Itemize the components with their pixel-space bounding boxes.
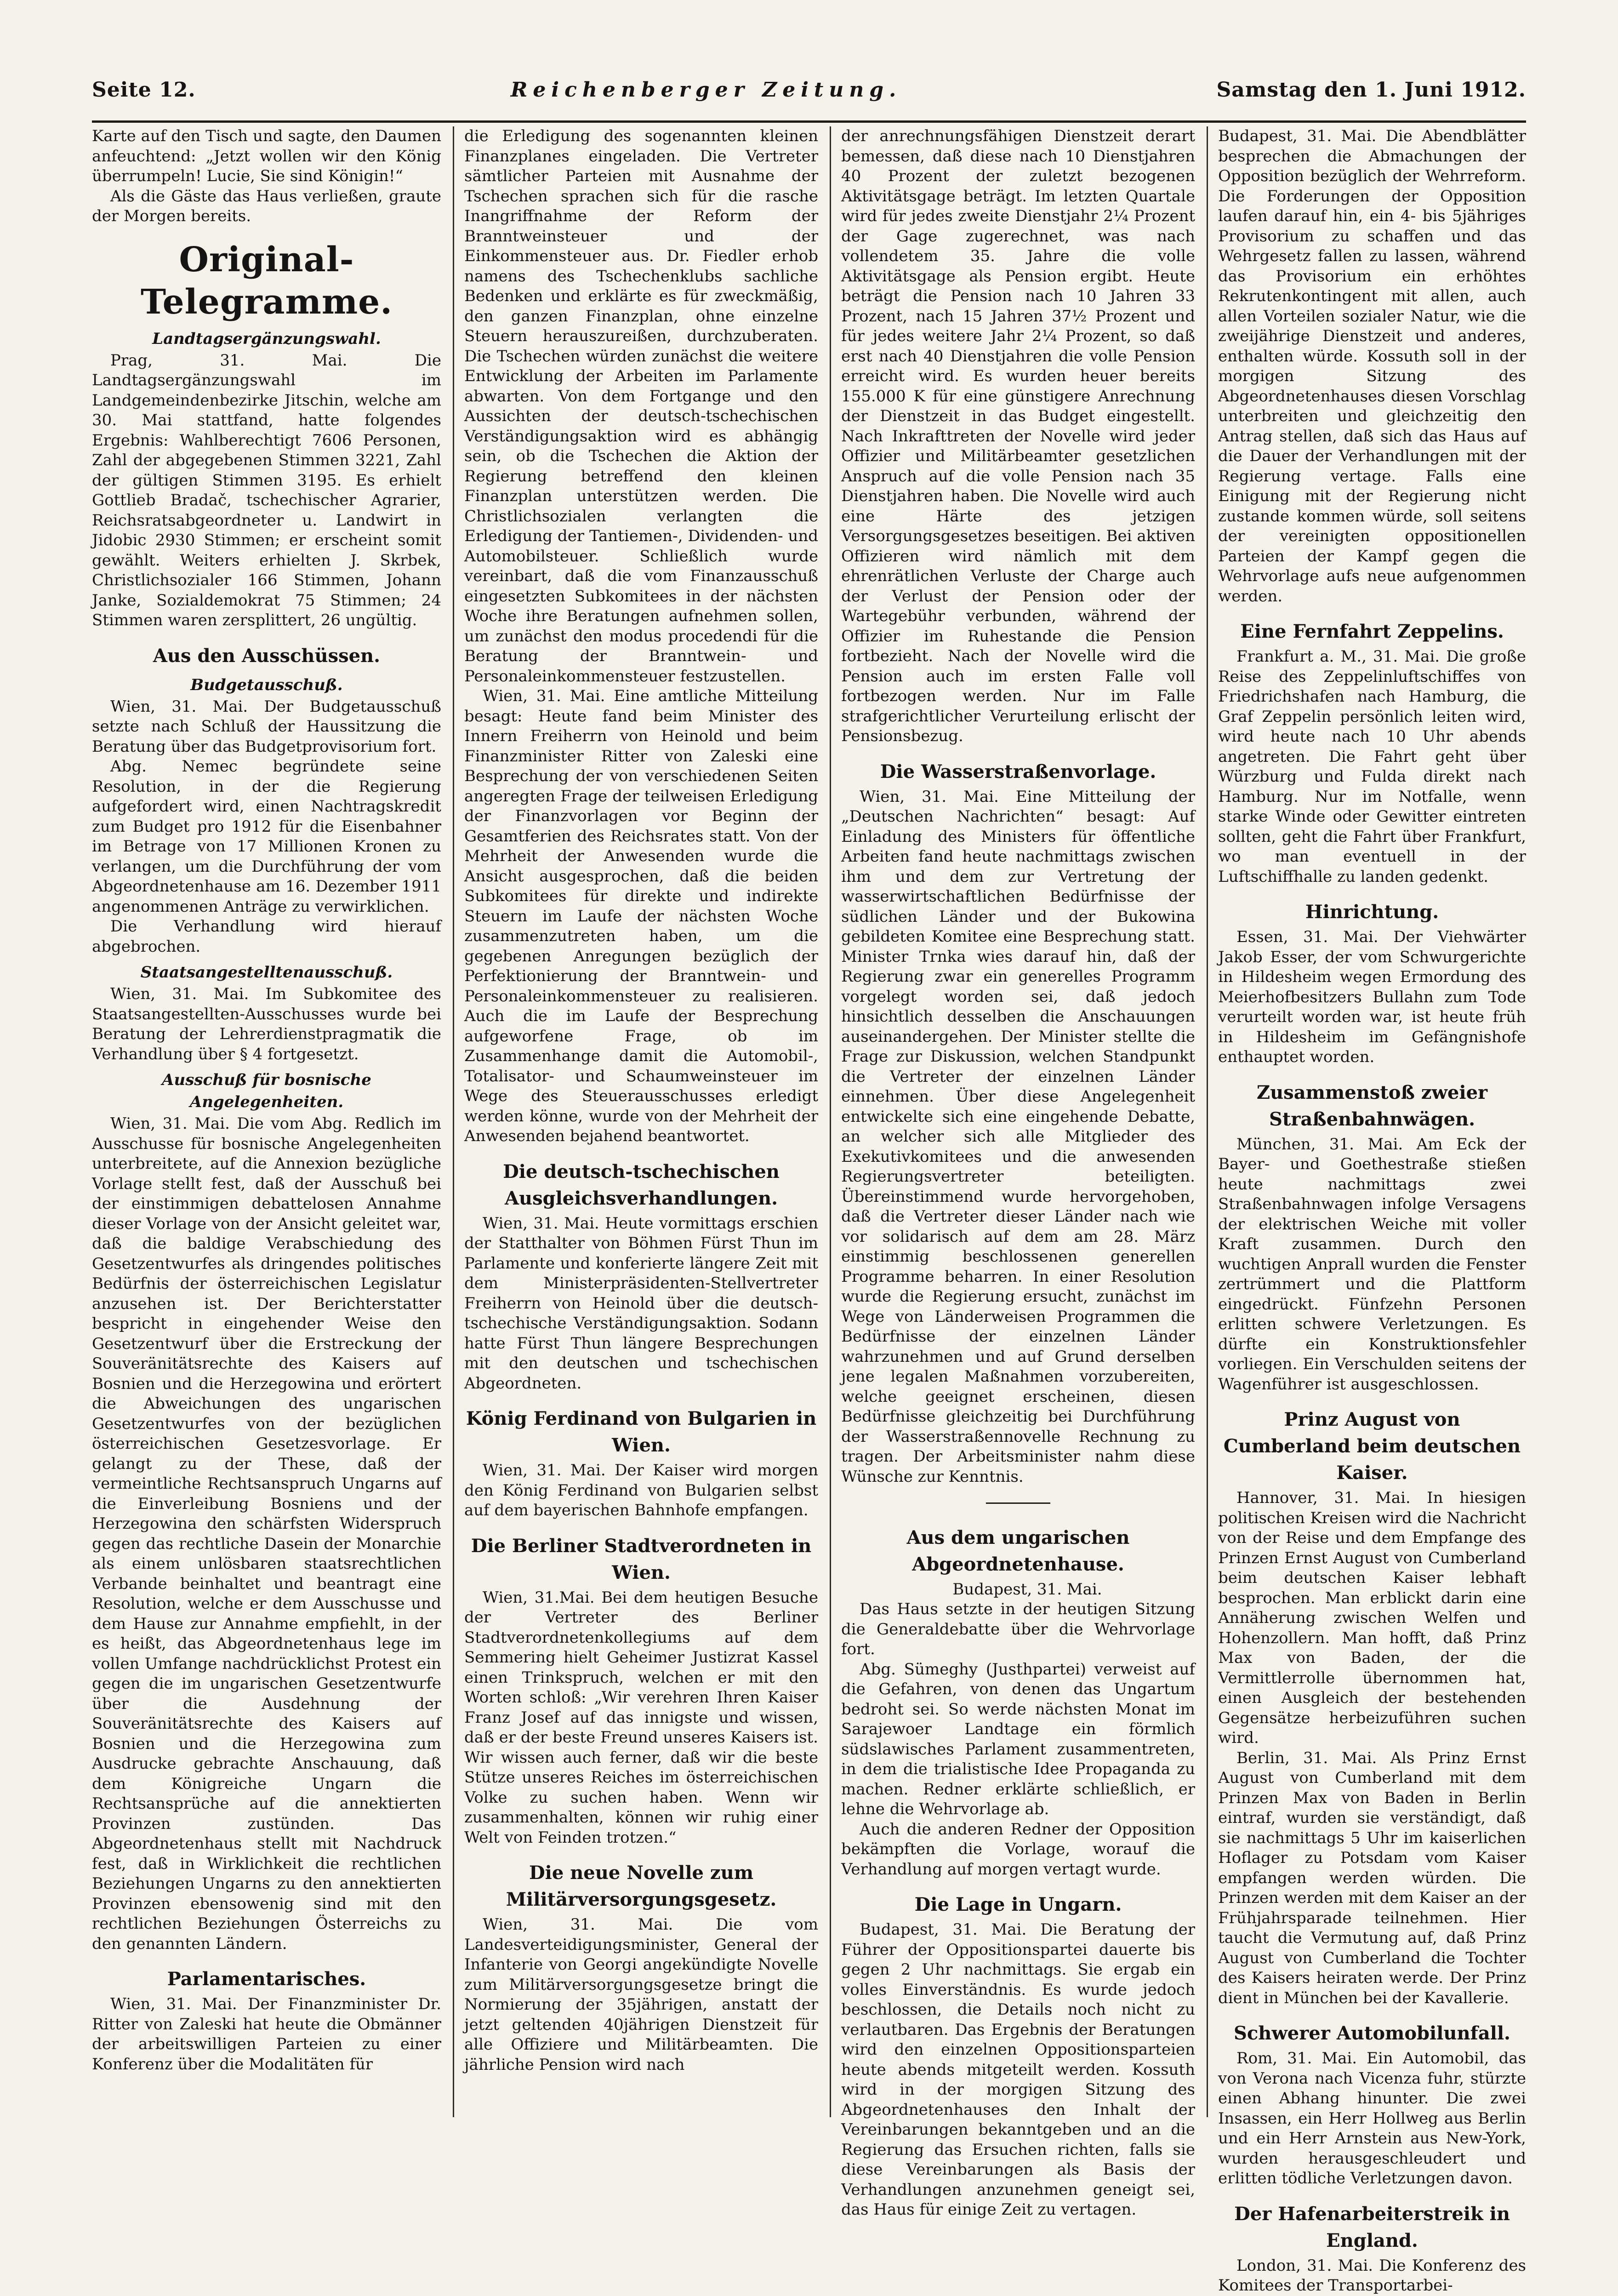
column-divider <box>830 126 831 2117</box>
column-2 <box>464 126 818 2117</box>
article-text: Abg. Sümeghy (Justhpartei) verweist auf die Gefahren, von denen das Ungartum bedroht sei. So werde nächsten Monat im Sarajewoer Landtage ein förmlich südslawisches Parlament zusammentreten, in dem die trialistische Idee Propaganda zu machen. Redner erklärte schließlich, er lehne die Wehrvorlage ab. <box>841 1660 1195 1818</box>
article-text: Berlin, 31. Mai. Als Prinz Ernst August von Cumberland mit dem Prinzen Max von Baden in Berlin eintraf, wurden sie verständigt, daß sie nachmittags 5 Uhr im kaiserlichen Hoflager zu Potsdam vom Kaiser empfangen werden würden. Die Prinzen werden mit dem Kaiser an der Frühjahrsparade teilnehmen. Hier taucht die Vermutung auf, daß Prinz August von Cumberland die Tochter des Kaisers heiraten werde. Der Prinz dient in München bei der Kavallerie. <box>1218 1748 1526 2007</box>
article-heading: Parlamentarisches. <box>167 1968 366 1990</box>
article-heading: Prinz August von Cumberland beim deutschen Kaiser. <box>1223 1409 1521 1484</box>
article-text: Wien, 31.Mai. Bei dem heutigen Besuche der Vertreter des Berliner Stadtverordnetenkollegiums auf dem Semmering hielt Geheimer Justizrat Kassel einen Trinkspruch, welchen er mit den Worten schloß: „Wir verehren Ihren Kaiser Franz Josef auf das innigste und wissen, daß er der beste Freund unseres Kaisers ist. Wir wissen auch ferner, daß wir die beste Stütze unseres Reiches im österreichischen Volke zu suchen haben. Wenn wir zusammenhalten, können wir ruhig einer Welt von Feinden trotzen.“ <box>464 1588 818 1847</box>
article-text: Wien, 31. Mai. Der Budgetausschuß setzte nach Schluß der Haussitzung die Beratung über das Budgetprovisorium fort. <box>92 697 441 756</box>
article-text: Budapest, 31. Mai. Die Beratung der Führer der Oppositionspartei dauerte bis gegen 2 Uhr nachmittags. Sie ergab ein volles Einverständnis. Es wurde jedoch beschlossen, die Details noch nicht zu verlautbaren. Das Ergebnis der Beratungen wird den einzelnen Oppositionsparteien heute abends mitgeteilt werden. Kossuth wird in der morgigen Sitzung des Abgeordnetenhauses den Inhalt der Vereinbarungen bekanntgeben und an die Regierung das Ersuchen richten, falls sie diese Vereinbarungen als Basis der Verhandlungen anzunehmen geneigt sei, das Haus für einige Zeit zu vertagen. <box>841 1920 1195 2219</box>
article-text: London, 31. Mai. Die Konferenz des Komitees der Transportarbei- <box>1218 2256 1526 2295</box>
article-text: Karte auf den Tisch und sagte, den Daumen anfeuchtend: „Jetzt wollen wir den König überrumpeln! Lucie, Sie sind Königin!“ <box>92 127 441 185</box>
article-heading: Zusammenstoß zweier Straßenbahnwägen. <box>1256 1081 1488 1130</box>
article-text: Essen, 31. Mai. Der Viehwärter Jakob Esser, der vom Schwurgerichte in Hildesheim wegen Ermordung des Meierhofbesitzers Bullahn zum Tode verurteilt worden war, ist heute früh in Hildesheim im Gefängnishofe enthauptet worden. <box>1218 928 1526 1066</box>
header-rule <box>92 120 1526 123</box>
article-text: Als die Gäste das Haus verließen, graute der Morgen bereits. <box>92 187 441 225</box>
article-text: die Erledigung des sogenannten kleinen Finanzplanes eingeladen. Die Vertreter sämtlicher Parteien mit Ausnahme der Tschechen sprachen sich für die rasche Inangriffnahme der Reform der Branntweinsteuer und der Einkommensteuer aus. Dr. Fiedler erhob namens des Tschechenklubs sachliche Bedenken und erklärte es für zweckmäßig, den ganzen Finanzplan, ohne einzelne Steuern herauszureißen, durchzuberaten. Die Tschechen würden zunächst die weitere Entwicklung der Arbeiten im Parlamente abwarten. Von dem Fortgange und den Aussichten der deutsch-tschechischen Verständigungsaktion wird es abhängig sein, ob die Tschechen die Aktion der Regierung betreffend den kleinen Finanzplan unterstützen werden. Die Christlichsozialen verlangten die Erledigung der Tantiemen-, Dividenden- und Automobilsteuer. Schließlich wurde vereinbart, daß die vom Finanzausschuß eingesetzten Subkomitees in der nächsten Woche ihre Beratungen aufnehmen sollen, um zunächst den modus procedendi für die Beratung der Branntwein- und Personaleinkommensteuer festzustellen. <box>464 127 818 685</box>
sub-heading: Staatsangestelltenausschuß. <box>140 963 393 982</box>
article-text: Frankfurt a. M., 31. Mai. Die große Reise des Zeppelinluftschiffes von Friedrichshafen nach Hamburg, die Graf Zeppelin persönlich leiten wird, wird heute nach 10 Uhr abends angetreten. Die Fahrt geht über Würzburg und Fulda direkt nach Hamburg. Nur im Notfalle, wenn starke Winde oder Gewitter eintreten sollten, geht die Fahrt über Frankfurt, wo man eventuell in der Luftschiffhalle zu landen gedenkt. <box>1218 647 1526 886</box>
issue-date: Samstag den 1. Juni 1912. <box>1216 78 1526 102</box>
article-text: Wien, 31. Mai. Eine Mitteilung der „Deutschen Nachrichten“ besagt: Auf Einladung des Ministers für öffentliche Arbeiten fand heute nachmittags zwischen ihm und dem zur Vertretung der wasserwirtschaftlichen Bedürfnisse der südlichen Länder und der Bukowina gebildeten Komitee eine Besprechung statt. Minister Trnka wies darauf hin, daß der Regierung zwar ein generelles Programm vorgelegt worden sei, daß jedoch hinsichtlich desselben die Anschauungen auseinandergehen. Der Minister stellte die Frage zur Diskussion, welchen Standpunkt die Vertreter der einzelnen Länder einnehmen. Über diese Angelegenheit entwickelte sich eine eingehende Debatte, an welcher sich alle Mitglieder des Exekutivkomitees und die anwesenden Regierungsvertreter beteiligten. Übereinstimmend wurde hervorgehoben, daß die Vertreter dieser Länder nach wie vor solidarisch auf dem am 28. März einstimmig beschlossenen generellen Programme beharren. In einer Resolution wurde die Regierung ersucht, zunächst im Wege von Länderweisen Programmen die Bedürfnisse der einzelnen Länder wahrzunehmen und auf Grund derselben jene legalen Maßnahmen vorzubereiten, welche geeignet erscheinen, diesen Bedürfnisse gleichzeitig bei Durchführung der Wasserstraßennovelle Rechnung zu tragen. Der Arbeitsminister nahm diese Wünsche zur Kenntnis. <box>841 787 1195 1486</box>
article-text: Wien, 31. Mai. Im Subkomitee des Staatsangestellten-Ausschusses wurde bei Beratung der Lehrerdienstpragmatik die Verhandlung über § 4 fortgesetzt. <box>92 985 441 1063</box>
article-text: Wien, 31. Mai. Der Kaiser wird morgen den König Ferdinand von Bulgarien selbst auf dem bayerischen Bahnhofe empfangen. <box>464 1461 818 1519</box>
article-heading: Die Lage in Ungarn. <box>914 1894 1122 1915</box>
article-text: Prag, 31. Mai. Die Landtagsergänzungswahl im Landgemeindenbezirke Jitschin, welche am 30. Mai stattfand, hatte folgendes Ergebnis: Wahlberechtigt 7606 Personen, Zahl der abgegebenen Stimmen 3221, Zahl der gültigen Stimmen 3195. Es erhielt Gottlieb Bradač, tschechischer Agrarier, Reichsratsabgeordneter u. Landwirt in Jidobic 2930 Stimmen; er erscheint somit gewählt. Weiters erhielten J. Skrbek, Christlichsozialer 166 Stimmen, Johann Janke, Sozialdemokrat 75 Stimmen; 24 Stimmen waren zersplittert, 26 ungültig. <box>92 351 441 629</box>
article-heading: König Ferdinand von Bulgarien in Wien. <box>466 1408 817 1456</box>
article-text: der anrechnungsfähigen Dienstzeit derart bemessen, daß diese nach 10 Dienstjahren 40 Prozent der zuletzt bezogenen Aktivitätsgage beträgt. Im letzten Quartale wird für jedes zweite Dienstjahr 2¼ Prozent der Gage zugerechnet, was nach vollendetem 35. Jahre die volle Aktivitätsgage als Pension ergibt. Heute beträgt die Pension nach 10 Jahren 33 Prozent, nach 15 Jahren 37½ Prozent und für jedes weitere Jahr 2¼ Prozent, so daß erst nach 40 Dienstjahren die volle Pension erreicht wird. Es wurden heuer bereits 155.000 K für eine günstigere Anrechnung der Dienstzeit in das Budget eingestellt. Nach Inkrafttreten der Novelle wird jeder Offizier und Militärbeamter gesetzlichen Anspruch auf die volle Pension nach 35 Dienstjahren haben. Die Novelle wird auch eine Härte des jetzigen Versorgungsgesetzes beseitigen. Bei aktiven Offizieren wird nämlich mit dem ehrenrätlichen Verluste der Charge auch der Verlust der Pension oder der Wartegebühr verbunden, während der Offizier im Ruhestande die Pension fortbezieht. Nach der Novelle wird die Pension auch im ersten Falle voll fortbezogen werden. Nur im Falle strafgerichtlicher Verurteilung erlischt der Pensionsbezug. <box>841 127 1195 745</box>
article-text: Wien, 31. Mai. Die vom Landesverteidigungsminister, General der Infanterie von Georgi angekündigte Novelle zum Militärversorgungsgesetze bringt die Normierung der 35jährigen, anstatt der jetzt geltenden 40jährigen Dienstzeit für alle Offiziere und Militärbeamten. Die jährliche Pension wird nach <box>464 1915 818 2074</box>
article-text: Wien, 31. Mai. Der Finanzminister Dr. Ritter von Zaleski hat heute die Obmänner der arbeitswilligen Parteien zu einer Konferenz über die Modalitäten für <box>92 1995 441 2073</box>
article-heading: Aus dem ungarischen Abgeordnetenhause. <box>906 1526 1130 1575</box>
column-3 <box>841 126 1195 2219</box>
masthead: Reichenberger Zeitung. <box>510 78 902 102</box>
dateline: Budapest, 31. Mai. <box>952 1580 1102 1599</box>
article-text: Wien, 31. Mai. Die vom Abg. Redlich im Ausschusse für bosnische Angelegenheiten unterbreitete, auf die Annexion bezügliche Vorlage stellt fest, daß der Ausschuß bei der einstimmigen debattelosen Annahme dieser Vorlage von der Ansicht geleitet war, daß die baldige Verabschiedung des Gesetzentwurfes als dringendes politisches Bedürfnis der österreichischen Legislatur anzusehen ist. Der Berichterstatter bespricht in eingehender Weise den Gesetzentwurf über die Erstreckung der Souveränitätsrechte des Kaisers auf Bosnien und die Herzegowina und erörtert die Abweichungen des ungarischen Gesetzentwurfes von der bezüglichen österreichischen Gesetzesvorlage. Er gelangt zu der These, daß der vermeintliche Rechtsanspruch Ungarns auf die Einverleibung Bosniens und der Herzegowina den schärfsten Widerspruch gegen das rechtliche Dasein der Monarchie als einem unlösbaren staatsrechtlichen Verbande beinhaltet und beantragt eine Resolution, welche er dem Ausschusse und dem Hause zur Annahme empfiehlt, in der es heißt, das Abgeordnetenhaus lege im vollen Umfange nachdrücklichst Protest ein gegen die im ungarischen Gesetzentwurfe über die Ausdehnung der Souveränitätsrechte des Kaisers auf Bosnien und die Herzegowina zum Ausdrucke gebrachte Anschauung, daß dem Königreiche Ungarn die Rechtsansprüche auf die annektierten Provinzen zustünden. Das Abgeordnetenhaus stellt mit Nachdruck fest, daß in Wirklichkeit die rechtlichen Beziehungen Ungarns zu den annektierten Provinzen ebensowenig sind mit den rechtlichen Beziehungen Österreichs zu den genannten Ländern. <box>92 1114 441 1953</box>
article-text: München, 31. Mai. Am Eck der Bayer- und Goethestraße stießen heute nachmittags zwei Straßenbahnwagen infolge Versagens der elektrischen Weiche mit voller Kraft zusammen. Durch den wuchtigen Anprall wurden die Fenster zertrümmert und die Plattform eingedrückt. Fünfzehn Personen erlitten schwere Verletzungen. Es dürfte ein Konstruktionsfehler vorliegen. Ein Verschulden seitens der Wagenführer ist ausgeschlossen. <box>1218 1135 1526 1394</box>
page-number: Seite 12. <box>92 78 196 102</box>
article-text: Das Haus setzte in der heutigen Sitzung die Generaldebatte über die Wehrvorlage fort. <box>841 1600 1195 1658</box>
article-heading: Schwerer Automobilunfall. <box>1234 2022 1510 2044</box>
sub-heading: Budgetausschuß. <box>190 675 343 694</box>
article-text: Abg. Nemec begründete seine Resolution, in der die Regierung aufgefordert wird, einen Nachtragskredit zum Budget pro 1912 für die Eisenbahner im Betrage von 17 Millionen Kronen zu verlangen, um die Durchführung der vom Abgeordnetenhause am 16. Dezember 1911 angenommenen Anträge zu verwirklichen. <box>92 757 441 916</box>
article-text: Auch die anderen Redner der Opposition bekämpften die Vorlage, worauf die Verhandlung auf morgen vertagt wurde. <box>841 1820 1195 1879</box>
article-text: Wien, 31. Mai. Heute vormittags erschien der Statthalter von Böhmen Fürst Thun im Parlamente und konferierte längere Zeit mit dem Ministerpräsidenten-Stellvertreter Freiherrn von Heinold über die deutsch-tschechische Verständigungsaktion. Sodann hatte Fürst Thun längere Besprechungen mit den deutschen und tschechischen Abgeordneten. <box>464 1214 818 1393</box>
sub-heading: Ausschuß für bosnische Angelegenheiten. <box>162 1071 371 1111</box>
article-heading: Hinrichtung. <box>1305 901 1439 923</box>
article-text: Rom, 31. Mai. Ein Automobil, das von Verona nach Vicenza fuhr, stürzte einen Abhang hinunter. Die zwei Insassen, ein Herr Hollweg aus Berlin und ein Herr Arnstein aus New-York, wurden herausgeschleudert und erlitten tödliche Verletzungen davon. <box>1218 2049 1526 2187</box>
article-text: Die Verhandlung wird hierauf abgebrochen. <box>92 917 441 956</box>
article-heading: Landtagsergänzungswahl. <box>152 329 381 348</box>
column-1 <box>92 126 441 2117</box>
article-heading: Die neue Novelle zum Militärversorgungsgesetz. <box>506 1862 777 1910</box>
article-heading: Aus den Ausschüssen. <box>153 645 381 667</box>
section-heading: Original-Telegramme. <box>141 240 393 322</box>
article-separator <box>841 1492 1195 1513</box>
article-heading: Die deutsch-tschechischen Ausgleichsverhandlungen. <box>503 1160 780 1209</box>
article-text: Wien, 31. Mai. Eine amtliche Mitteilung besagt: Heute fand beim Minister des Innern Freiherrn von Heinold und beim Finanzminister Ritter von Zaleski eine Besprechung der von verschiedenen Seiten angeregten Frage der teilweisen Erledigung der Finanzvorlagen vor Beginn der Gesamtferien des Reichsrates statt. Von der Mehrheit der Anwesenden wurde die Ansicht ausgesprochen, daß die beiden Subkomitees für direkte und indirekte Steuern im Laufe der nächsten Woche zusammenzutreten haben, um die gegebenen Anregungen bezüglich der Perfektionierung der Branntwein- und Personaleinkommensteuer zu realisieren. Auch die im Laufe der Besprechung aufgeworfene Frage, ob im Zusammenhange damit die Automobil-, Totalisator- und Schaumweinsteuer im Wege des Steuerausschusses erledigt werden könne, wurde von der Mehrheit der Anwesenden bejahend beantwortet. <box>464 687 818 1145</box>
article-heading: Die Wasserstraßenvorlage. <box>880 760 1157 782</box>
article-heading: Eine Fernfahrt Zeppelins. <box>1240 621 1504 642</box>
article-heading: Die Berliner Stadtverordneten in Wien. <box>471 1535 812 1583</box>
article-text: Budapest, 31. Mai. Die Abendblätter besprechen die Abmachungen der Opposition bezüglich der Wehrreform. Die Forderungen der Opposition laufen darauf hin, ein 4- bis 5jähriges Provisorium zu schaffen und das Wehrgesetz fallen zu lassen, während das Provisorium ein erhöhtes Rekrutenkontingent mit allen, auch allen Vorteilen sozialer Natur, wie die zweijährige Dienstzeit und anderes, enthalten würde. Kossuth soll in der morgigen Sitzung des Abgeordnetenhauses diesen Vorschlag unterbreiten und gleichzeitig den Antrag stellen, daß sich das Haus auf die Dauer der Verhandlungen mit der Regierung vertage. Falls eine Einigung mit der Regierung nicht zustande kommen würde, soll seitens der vereinigten oppositionellen Parteien der Kampf gegen die Wehrvorlage aufs neue aufgenommen werden. <box>1218 127 1526 605</box>
article-text: Hannover, 31. Mai. In hiesigen politischen Kreisen wird die Nachricht von der Reise und dem Empfange des Prinzen Ernst August von Cumberland beim deutschen Kaiser lebhaft besprochen. Man erblickt darin eine Annäherung zwischen Welfen und Hohenzollern. Man hofft, daß Prinz Max von Baden, der die Vermittlerrolle übernommen hat, einen Ausgleich der bestehenden Gegensätze herbeizuführen suchen wird. <box>1218 1489 1526 1747</box>
page-header <box>92 78 1526 115</box>
column-divider <box>453 126 454 2117</box>
column-divider <box>1207 126 1208 2117</box>
article-heading: Der Hafenarbeiterstreik in England. <box>1234 2203 1510 2251</box>
column-4 <box>1218 126 1526 2295</box>
